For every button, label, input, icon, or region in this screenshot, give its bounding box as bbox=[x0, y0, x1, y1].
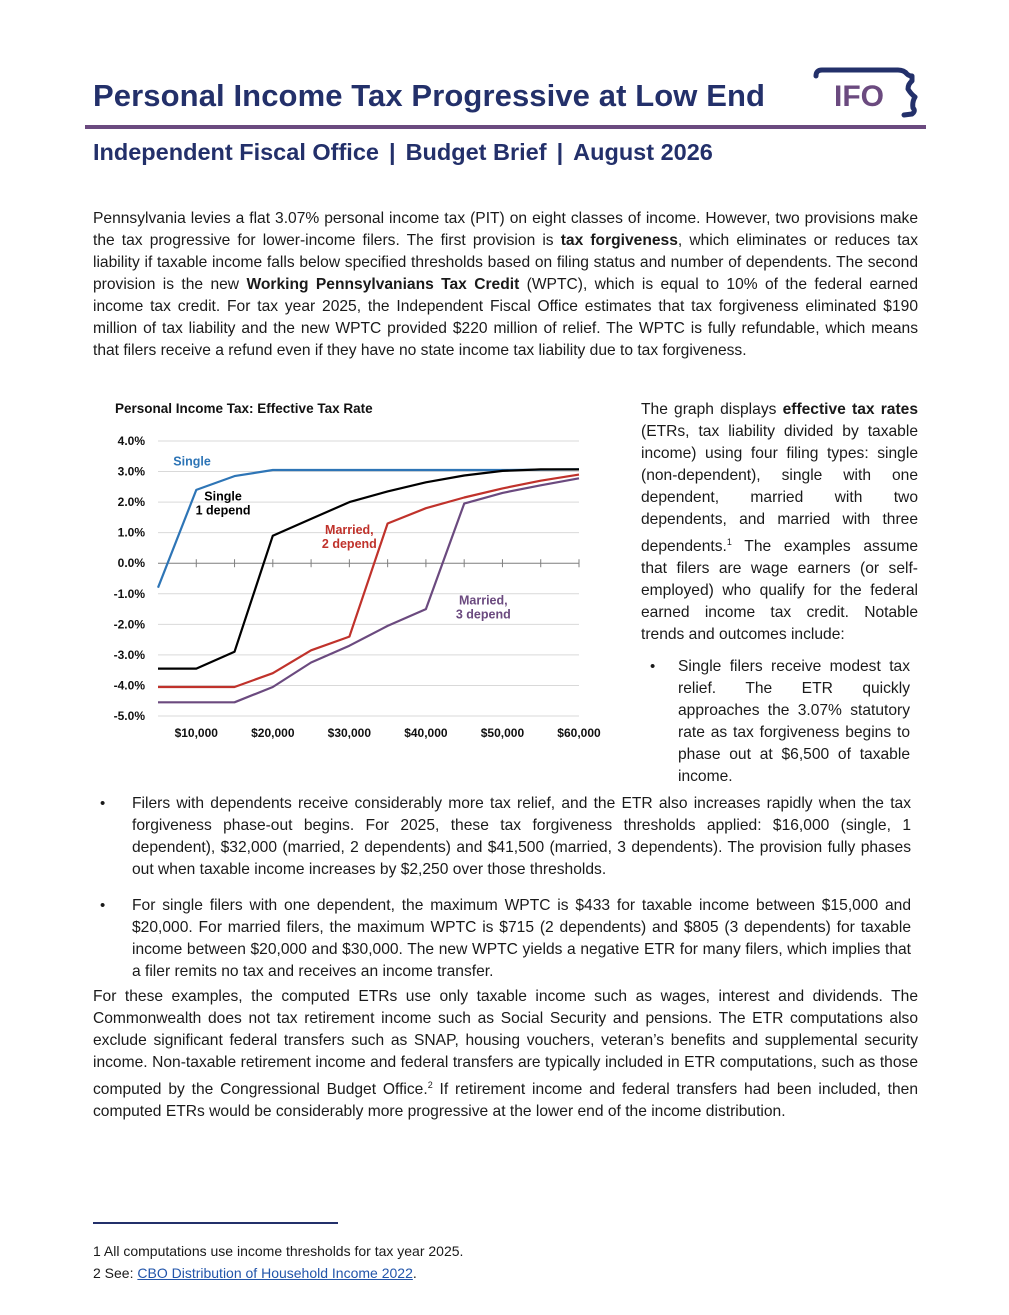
bullet-dot-icon: • bbox=[100, 795, 106, 812]
closing-text: For these examples, the computed ETRs use only taxable income such as wages, interest and dividends. The Commonwealth does not tax retirement income such as Social Security and pensions. The ETR computations also exclude significant federal transfers such as SNAP, housing vouchers, veteran’s benefits and supplemental security income. Non-taxable retirement income and federal transfers are typically included in ETR computations, such as those computed by the Congressional Budget Office. bbox=[93, 988, 918, 1099]
bullet-item-wptc bbox=[100, 895, 911, 983]
closing-paragraph bbox=[93, 986, 918, 1123]
footnote-2-suffix: . bbox=[412, 1265, 417, 1281]
y-tick-label: 2.0% bbox=[117, 495, 145, 510]
series-label-single-1-depend: 1 depend bbox=[195, 503, 251, 518]
intro-text: (WPTC), which is equal to 10% of the federal earned income tax credit. For tax year 2025, the Independent Fiscal Office estimates that tax forgiveness eliminated $190 million of tax liability and the new WPTC provided $220 million of relief. The WPTC is fully refundable, which means that filers receive a refund even if they have no state income tax liability due to tax forgiveness. bbox=[93, 276, 919, 359]
footnote-1: 1 All computations use income thresholds for tax year 2025. bbox=[93, 1243, 464, 1259]
y-tick-label: 1.0% bbox=[117, 525, 145, 540]
y-tick-label: -3.0% bbox=[113, 647, 145, 662]
etr-line-chart bbox=[110, 396, 615, 751]
bullet-text: Filers with dependents receive considerably more tax relief, and the ETR also increases rapidly when the tax forgiveness phase-out begins. For 2025, these tax forgiveness thresholds applied: $16,000 (single, 1 dependent), $32,000 (married, 2 dependents) and $41,500 (married, 3 dependents). The provision fully phases out when taxable income increases by $2,250 over those thresholds. bbox=[132, 795, 911, 878]
x-tick-label: $40,000 bbox=[404, 726, 448, 740]
side-text: The graph displays bbox=[641, 401, 783, 418]
series-label-married-2-depend: Married, bbox=[325, 523, 374, 538]
footnote-2-prefix: 2 See: bbox=[93, 1265, 138, 1281]
ifo-logo bbox=[812, 64, 922, 120]
subtitle-date: August 2026 bbox=[573, 139, 713, 165]
y-tick-label: -1.0% bbox=[113, 586, 145, 601]
footnote-rule bbox=[93, 1222, 338, 1224]
bullet-dot-icon: • bbox=[650, 658, 656, 675]
page-title: Personal Income Tax Progressive at Low End bbox=[93, 78, 766, 113]
side-text: The examples assume that filers are wage earners (or self-employed) who qualify for the federal earned income tax credit. Notable trends and outcomes include: bbox=[641, 538, 918, 644]
cbo-report-link[interactable]: CBO Distribution of Household Income 2022 bbox=[137, 1265, 413, 1281]
series-label-married-3-depend: Married, bbox=[458, 593, 508, 608]
intro-paragraph bbox=[93, 208, 918, 362]
footnotes bbox=[93, 1240, 463, 1284]
series-label-married-3-depend: 3 depend bbox=[455, 607, 511, 622]
bullet-item-dependents bbox=[100, 793, 911, 881]
footnote-2 bbox=[93, 1262, 463, 1284]
bullet-text: Single filers receive modest tax relief. The ETR quickly approaches the 3.07% statutory rate as tax forgiveness begins to phase out at $6,500 of taxable income. bbox=[678, 658, 910, 785]
footnote-ref-2: 2 bbox=[427, 1080, 433, 1090]
side-text: (ETRs, tax liability divided by taxable income) using four filing types: single (non-dependent), single with one dependent, married with two dependents, and married with three dependents. bbox=[641, 423, 918, 556]
x-tick-label: $30,000 bbox=[327, 726, 372, 740]
series-label-single-1-depend: Single bbox=[204, 489, 242, 504]
subtitle-org: Independent Fiscal Office bbox=[93, 139, 379, 165]
chart-description bbox=[641, 399, 918, 646]
chart-title: Personal Income Tax: Effective Tax Rate bbox=[115, 401, 373, 416]
intro-text: Pennsylvania levies a flat 3.07% personal income tax (PIT) on eight classes of income. However, two provisions make the tax progressive for lower-income filers. The first provision is bbox=[93, 210, 918, 249]
y-tick-label: 4.0% bbox=[117, 434, 145, 448]
x-tick-label: $20,000 bbox=[251, 726, 295, 740]
side-bold-term: effective tax rates bbox=[782, 401, 918, 418]
bullet-text: For single filers with one dependent, the maximum WPTC is $433 for taxable income between $15,000 and $20,000. For married filers, the maximum WPTC is $715 (2 dependents) and $805 (3 dependents) for taxable income between $20,000 and $30,000. The new WPTC yields a negative ETR for many filers, which implies that a filer remits no tax and receives an income transfer. bbox=[132, 897, 911, 980]
logo-text: IFO bbox=[834, 80, 884, 113]
y-tick-label: -4.0% bbox=[113, 678, 145, 693]
x-tick-label: $10,000 bbox=[174, 726, 218, 740]
intro-bold-term: Working Pennsylvanians Tax Credit bbox=[246, 276, 520, 293]
series-label-married-2-depend: 2 depend bbox=[321, 537, 377, 552]
title-rule bbox=[85, 125, 926, 129]
footnote-ref-1: 1 bbox=[726, 537, 732, 547]
y-tick-label: 0.0% bbox=[117, 556, 145, 571]
bullet-item-single bbox=[650, 656, 910, 788]
closing-text: If retirement income and federal transfers had been included, then computed ETRs would be considerably more progressive at the lower end of the income distribution. bbox=[93, 1081, 918, 1121]
subtitle-separator: | bbox=[388, 139, 396, 165]
bullet-dot-icon: • bbox=[100, 897, 106, 914]
intro-bold-term: tax forgiveness bbox=[560, 232, 678, 249]
x-tick-label: $60,000 bbox=[557, 726, 601, 740]
y-tick-label: 3.0% bbox=[117, 464, 145, 479]
subtitle-separator: | bbox=[556, 139, 564, 165]
series-label-single: Single bbox=[173, 454, 211, 469]
intro-text: , which eliminates or reduces tax liability if taxable income falls below specified thresholds based on filing status and number of dependents. The second provision is the new bbox=[93, 232, 918, 293]
y-tick-label: -5.0% bbox=[113, 709, 145, 723]
subtitle-series: Budget Brief bbox=[405, 139, 547, 165]
y-tick-label: -2.0% bbox=[113, 617, 145, 632]
bullet-list bbox=[100, 793, 911, 983]
chart-y-ticks bbox=[114, 434, 146, 723]
page-subtitle bbox=[93, 139, 713, 166]
x-tick-label: $50,000 bbox=[480, 726, 525, 740]
chart-x-ticks bbox=[175, 726, 601, 740]
